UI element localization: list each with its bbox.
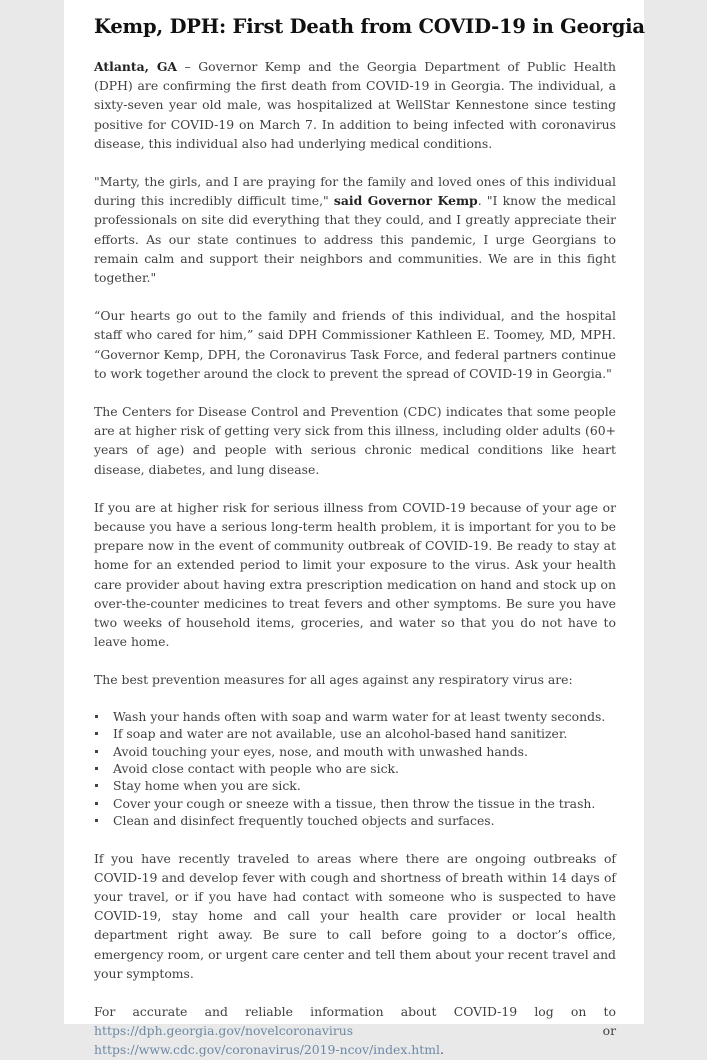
- list-item-text: Avoid close contact with people who are sick.: [113, 760, 399, 776]
- paragraph-commissioner-quote: “Our hearts go out to the family and friends of this individual, and the hospital staff who cared for him,” said DPH Commissioner Kathleen E. Toomey, MD, MPH. “Governor Kemp, DPH, the Coronavirus Task Force, and federal partners continue to work together around the clock to prevent the spread of COVID-19 in Georgia.": [94, 308, 616, 381]
- paragraph-travel: If you have recently traveled to areas where there are ongoing outbreaks of COVID-19 and develop fever with cough and shortness of breath within 14 days of your travel, or if you have had contact with someone who is suspected to have COVID-19, stay home and call your health care provider or local health department right away. Be sure to call before going to a doctor’s office, emergency room, or urgent care center and tell them about your recent travel and your symptoms.: [94, 850, 616, 981]
- resources-intro: For accurate and reliable information about COVID-19 log on to: [94, 1003, 616, 1019]
- list-item-text: Stay home when you are sick.: [113, 778, 301, 794]
- article-page: [64, 0, 645, 1058]
- dateline: Atlanta, GA: [94, 59, 178, 74]
- quote-start: "Marty, the girls, and I are praying for the family and loved ones of this individual during this incredibly difficult time,": [94, 174, 616, 209]
- dph-link[interactable]: https://dph.georgia.gov/novelcoronavirus: [94, 1023, 354, 1039]
- article-content: [94, 0, 645, 1060]
- list-item-text: If soap and water are not available, use an alcohol-based hand sanitizer.: [113, 726, 568, 742]
- bullet-icon: [95, 715, 98, 718]
- bullet-icon: [95, 732, 98, 735]
- bullet-icon: [95, 819, 98, 822]
- list-item: [94, 725, 616, 742]
- list-item: [94, 795, 616, 812]
- list-item: [94, 708, 616, 725]
- article-title: Kemp, DPH: First Death from COVID-19 in Georgia: [94, 15, 645, 38]
- list-item-text: Avoid touching your eyes, nose, and mouth with unwashed hands.: [113, 743, 528, 759]
- paragraph-cdc: The Centers for Disease Control and Prevention (CDC) indicates that some people are at higher risk of getting very sick from this illness, including older adults (60+ years of age) and people with serious chronic medical conditions like heart disease, diabetes, and lung disease.: [94, 404, 616, 477]
- list-item: [94, 777, 616, 794]
- list-item-text: Clean and disinfect frequently touched objects and surfaces.: [113, 813, 495, 829]
- paragraph-resources: [94, 1002, 616, 1060]
- list-item-text: Wash your hands often with soap and warm water for at least twenty seconds.: [113, 708, 606, 724]
- bullet-icon: [95, 767, 98, 770]
- prevention-list: [94, 708, 616, 830]
- paragraph-higher-risk: If you are at higher risk for serious illness from COVID-19 because of your age or because you have a serious long-term health problem, it is important for you to be prepare now in the event of community outbreak of COVID-19. Be ready to stay at home for an extended period to limit your exposure to the virus. Ask your health care provider about having extra prescription medication on hand and stock up on over-the-counter medicines to treat fevers and other symptoms. Be sure you have two weeks of household items, groceries, and water so that you do not have to leave home.: [94, 499, 616, 650]
- bullet-icon: [95, 802, 98, 805]
- list-item: [94, 743, 616, 760]
- bullet-icon: [95, 750, 98, 753]
- paragraph-governor-quote: [94, 172, 616, 287]
- cdc-link[interactable]: https://www.cdc.gov/coronavirus/2019-ncov/index.html: [94, 1042, 440, 1058]
- list-item: [94, 760, 616, 777]
- paragraph-intro: [94, 57, 616, 153]
- resources-end: .: [439, 1042, 444, 1058]
- list-item: [94, 812, 616, 829]
- prevention-intro: The best prevention measures for all ages against any respiratory virus are:: [94, 672, 573, 688]
- list-item-text: Cover your cough or sneeze with a tissue, then throw the tissue in the trash.: [113, 795, 596, 811]
- bullet-icon: [95, 784, 98, 787]
- intro-text: – Governor Kemp and the Georgia Department of Public Health (DPH) are confirming the first death from COVID-19 in Georgia. The individual, a sixty-seven year old male, was hospitalized at WellStar Kennestone since testing positive for COVID-19 on March 7. In addition to being infected with coronavirus disease, this individual also had underlying medical conditions.: [94, 59, 616, 151]
- quote-end: . "I know the medical professionals on site did everything that they could, and I greatly appreciate their efforts. As our state continues to address this pandemic, I urge Georgians to remain calm and support their neighbors and communities. We are in this fight together.": [94, 193, 616, 286]
- quote-attribution: said Governor Kemp: [333, 193, 478, 209]
- link-separator: or: [353, 1023, 616, 1039]
